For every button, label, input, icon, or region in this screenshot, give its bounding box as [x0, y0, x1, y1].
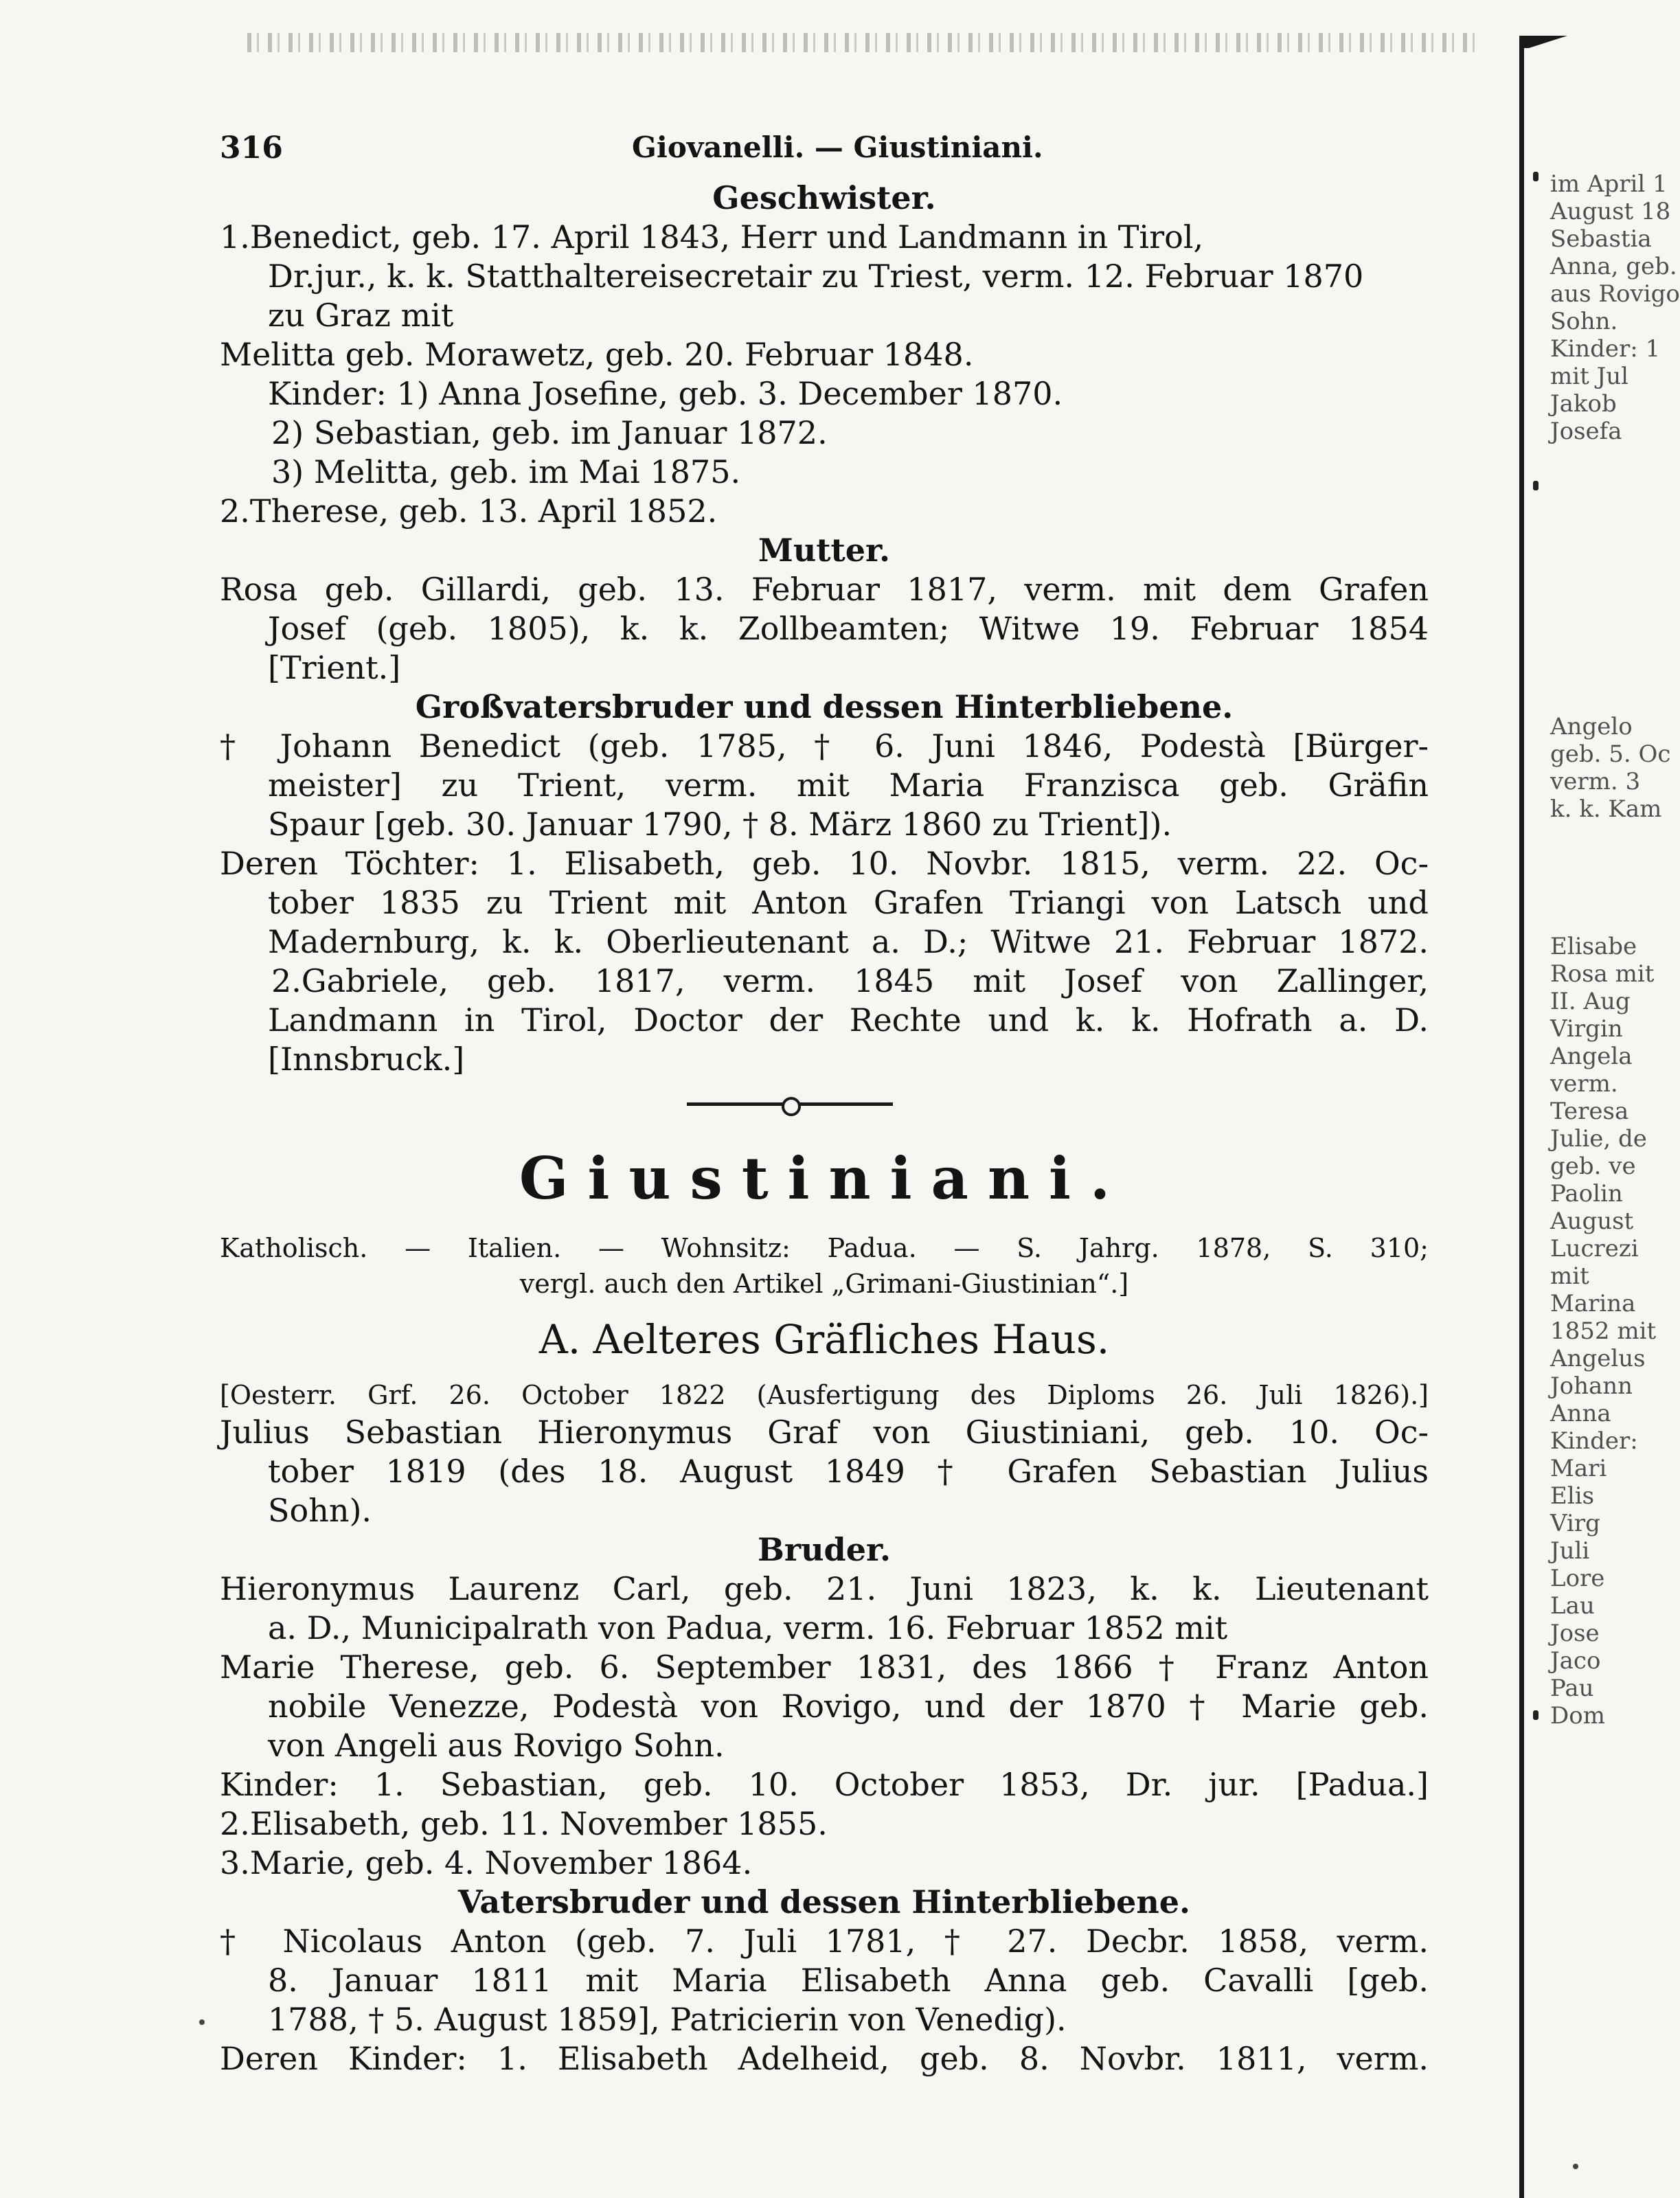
adjacent-text-line: Josefa — [1550, 418, 1622, 445]
text-line: Spaur [geb. 30. Januar 1790, † 8. März 1860 zu Trient]). — [268, 806, 1172, 843]
running-header — [220, 131, 1429, 179]
adjacent-text-line: Virgin — [1550, 1015, 1623, 1043]
text-line: zu Graz mit — [268, 297, 454, 334]
text-line: Hieronymus Laurenz Carl, geb. 21. Juni 1823, k. k. Lieutenant — [220, 1570, 1429, 1607]
adjacent-text-line: Angelo — [1550, 713, 1633, 740]
adjacent-page-fragment — [1535, 0, 1680, 2198]
adjacent-text-line: Juli — [1550, 1537, 1590, 1565]
text-line: [Oesterr. Grf. 26. October 1822 (Ausfertigung des Diploms 26. Juli 1826).] — [220, 1380, 1429, 1410]
house-section-title: A. Aelteres Gräfliches Haus. — [538, 1316, 1110, 1363]
adjacent-text-line: Marina — [1550, 1290, 1636, 1317]
adjacent-text-line: verm. 3 — [1550, 768, 1641, 795]
adjacent-text-line: im April 1 — [1550, 170, 1668, 198]
family-title: Giustiniani. — [519, 1144, 1130, 1212]
text-line: [Trient.] — [268, 649, 401, 686]
adjacent-text-line: Jaco — [1550, 1647, 1601, 1675]
adjacent-text-line: geb. ve — [1550, 1153, 1636, 1180]
text-line: Melitta geb. Morawetz, geb. 20. Februar 1848. — [220, 336, 974, 373]
subheading: Mutter. — [758, 532, 891, 569]
adjacent-text-line: Elis — [1550, 1482, 1595, 1510]
subheading: Bruder. — [757, 1531, 892, 1568]
section-divider — [220, 1079, 1429, 1127]
adjacent-text-line: Johann — [1550, 1372, 1633, 1400]
text-line: 2) Sebastian, geb. im Januar 1872. — [271, 414, 828, 451]
adjacent-text-line: mit Jul — [1550, 363, 1628, 390]
adjacent-text-line: Virg — [1550, 1510, 1600, 1537]
adjacent-text-line: Elisabe — [1550, 933, 1637, 960]
adjacent-text-line: mit — [1550, 1262, 1589, 1290]
text-line: † Johann Benedict (geb. 1785, † 6. Juni 1846, Podestà [Bürger- — [220, 727, 1429, 764]
scan-noise — [247, 33, 1484, 52]
text-line: Madernburg, k. k. Oberlieutenant a. D.; Witwe 21. Februar 1872. — [268, 923, 1429, 960]
adjacent-text-line: II. Aug — [1550, 988, 1631, 1015]
adjacent-text-line: Pau — [1550, 1675, 1594, 1702]
text-line: Kinder: 1) Anna Josefine, geb. 3. December 1870. — [268, 375, 1063, 412]
text-line: Sohn). — [268, 1492, 372, 1529]
adjacent-text-line: Lucrezi — [1550, 1235, 1639, 1262]
adjacent-text-line: August 18 — [1550, 198, 1671, 225]
text-line: 2.Therese, geb. 13. April 1852. — [220, 492, 718, 530]
page-number: 316 — [220, 131, 283, 166]
subheading: Geschwister. — [712, 179, 936, 216]
text-line: Josef (geb. 1805), k. k. Zollbeamten; Witwe 19. Februar 1854 — [268, 610, 1429, 647]
giustiniani-section — [220, 1377, 1429, 2078]
text-line: [Innsbruck.] — [268, 1041, 465, 1078]
adjacent-text-line: Dom — [1550, 1702, 1605, 1730]
text-line: 1.Benedict, geb. 17. April 1843, Herr und Landmann in Tirol, — [220, 218, 1204, 256]
adjacent-text-line: Anna, geb. — [1550, 253, 1677, 280]
adjacent-text-line: 1852 mit — [1550, 1317, 1657, 1345]
text-line: tober 1835 zu Trient mit Anton Grafen Triangi von Latsch und — [268, 884, 1429, 921]
adjacent-text-line: Sebastia — [1550, 225, 1652, 253]
adjacent-text-line: Julie, de — [1550, 1125, 1647, 1153]
text-line: 2.Elisabeth, geb. 11. November 1855. — [220, 1805, 828, 1842]
adjacent-text-line: Mari — [1550, 1455, 1607, 1482]
text-line: Dr.jur., k. k. Statthaltereisecretair zu Triest, verm. 12. Februar 1870 — [268, 258, 1364, 295]
adjacent-text-line: geb. 5. Oc — [1550, 740, 1671, 768]
giovanelli-section — [220, 179, 1429, 1079]
adjacent-text-line: Sohn. — [1550, 308, 1618, 335]
document-page — [220, 131, 1429, 2078]
text-line: Landmann in Tirol, Doctor der Rechte und k. k. Hofrath a. D. — [268, 1001, 1429, 1039]
adjacent-text-line: verm. — [1550, 1070, 1618, 1098]
text-line: von Angeli aus Rovigo Sohn. — [268, 1727, 725, 1764]
text-line: † Nicolaus Anton (geb. 7. Juli 1781, † 27. Decbr. 1858, verm. — [220, 1923, 1429, 1960]
text-line: 1788, † 5. August 1859], Patricierin von Venedig). — [268, 2001, 1067, 2038]
text-line: Rosa geb. Gillardi, geb. 13. Februar 1817, verm. mit dem Grafen — [220, 571, 1429, 608]
text-line: meister] zu Trient, verm. mit Maria Franzisca geb. Gräfin — [268, 767, 1429, 804]
family-intro — [220, 1230, 1429, 1302]
running-title: Giovanelli. — Giustiniani. — [632, 131, 1043, 164]
text-line: 3.Marie, geb. 4. November 1864. — [220, 1844, 753, 1881]
adjacent-text-line: Lore — [1550, 1565, 1605, 1592]
text-line: vergl. auch den Artikel „Grimani-Giustinian“.] — [519, 1269, 1129, 1299]
text-line: tober 1819 (des 18. August 1849 † Grafen Sebastian Julius — [268, 1453, 1429, 1490]
adjacent-text-line: Angela — [1550, 1043, 1633, 1070]
adjacent-text-line: Jose — [1550, 1620, 1600, 1647]
text-line: Deren Töchter: 1. Elisabeth, geb. 10. Novbr. 1815, verm. 22. Oc- — [220, 845, 1429, 882]
text-line: 3) Melitta, geb. im Mai 1875. — [271, 453, 741, 490]
adjacent-text-line: Angelus — [1550, 1345, 1646, 1372]
text-line: Katholisch. — Italien. — Wohnsitz: Padua. — S. Jahrg. 1878, S. 310; — [220, 1233, 1429, 1263]
adjacent-text-line: Teresa — [1550, 1098, 1629, 1125]
subheading: Vatersbruder und dessen Hinterbliebene. — [457, 1883, 1191, 1921]
speck — [199, 2019, 205, 2025]
adjacent-text-line: Lau — [1550, 1592, 1595, 1620]
adjacent-text-line: Anna — [1550, 1400, 1611, 1427]
adjacent-text-line: k. k. Kam — [1550, 795, 1662, 823]
adjacent-text-line: Kinder: 1 — [1550, 335, 1661, 363]
adjacent-text-line: Jakob — [1550, 390, 1617, 418]
text-line: nobile Venezze, Podestà von Rovigo, und der 1870 † Marie geb. — [268, 1688, 1429, 1725]
adjacent-text-line: Kinder: — [1550, 1427, 1638, 1455]
adjacent-text-line: August — [1550, 1208, 1634, 1235]
adjacent-text-line: aus Rovigo — [1550, 280, 1680, 308]
subheading: Großvatersbruder und dessen Hinterbliebene. — [415, 688, 1234, 725]
text-line: 2.Gabriele, geb. 1817, verm. 1845 mit Josef von Zallinger, — [271, 962, 1429, 999]
text-line: a. D., Municipalrath von Padua, verm. 16. Februar 1852 mit — [268, 1609, 1228, 1646]
adjacent-text-line: Paolin — [1550, 1180, 1623, 1208]
text-line: Deren Kinder: 1. Elisabeth Adelheid, geb. 8. Novbr. 1811, verm. — [220, 2040, 1429, 2077]
adjacent-text-line: Rosa mit — [1550, 960, 1655, 988]
text-line: Kinder: 1. Sebastian, geb. 10. October 1853, Dr. jur. [Padua.] — [220, 1766, 1429, 1803]
page-edge-rule — [1519, 41, 1524, 2198]
text-line: 8. Januar 1811 mit Maria Elisabeth Anna geb. Cavalli [geb. — [268, 1962, 1429, 1999]
text-line: Julius Sebastian Hieronymus Graf von Giustiniani, geb. 10. Oc- — [220, 1414, 1429, 1451]
text-line: Marie Therese, geb. 6. September 1831, des 1866 † Franz Anton — [220, 1648, 1429, 1686]
